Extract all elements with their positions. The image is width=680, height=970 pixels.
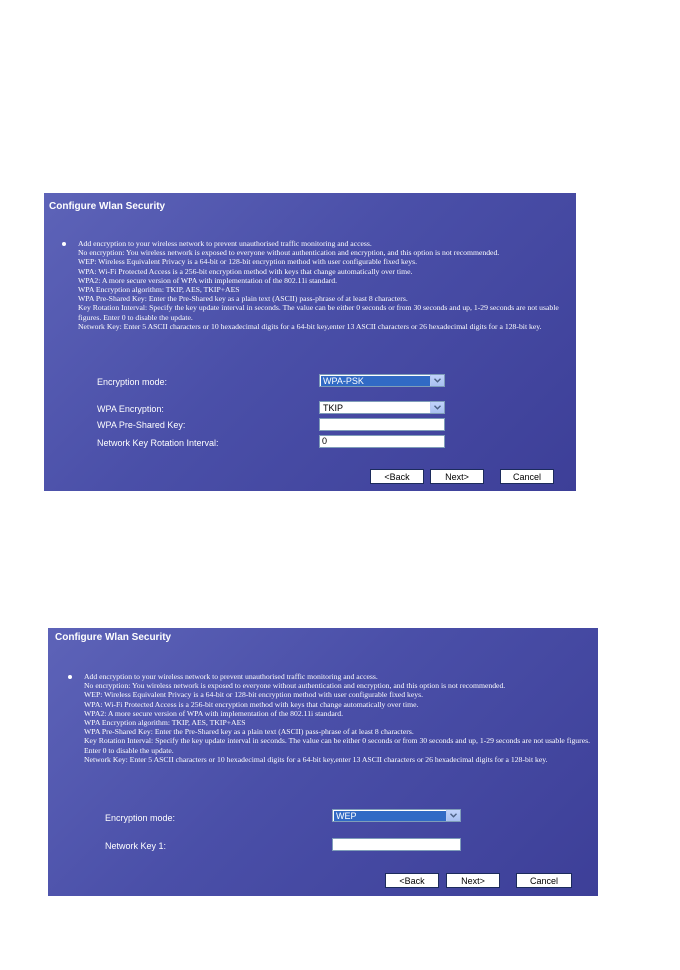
description-line: WEP: Wireless Equivalent Privacy is a 64-bit or 128-bit encryption method with user configurable fixed keys. [84,690,423,700]
description-line: WPA2: A more secure version of WPA with implementation of the 802.11i standard. [84,708,344,718]
description-line: WPA: Wi-Fi Protected Access is a 256-bit encryption method with keys that change automatically over time. [84,699,419,709]
description-line: Network Key: Enter 5 ASCII characters or 10 hexadecimal digits for a 64-bit key,enter 13 ASCII characters or 26 hexadecimal digits for a 128-bit key. [84,754,548,764]
rotation-interval-label: Network Key Rotation Interval: [97,438,219,448]
description-line: WPA Pre-Shared Key: Enter the Pre-Shared key as a plain text (ASCII) pass-phrase of at least 8 characters. [78,294,408,304]
encryption-mode-value: WPA-PSK [321,376,430,386]
description-line: Key Rotation Interval: Specify the key update interval in seconds. The value can be either 0 seconds or from 30 seconds and up, 1-29 seconds are not usable figures. Enter 0 to disable the update. [84,736,591,755]
wpa-encryption-label: WPA Encryption: [97,404,164,414]
description-line: No encryption: You wireless network is exposed to everyone without authentication and encryption, and this option is not recommended. [84,681,506,691]
description-line: Key Rotation Interval: Specify the key update interval in seconds. The value can be either 0 seconds or from 30 seconds and up, 1-29 seconds are not usable figures. Enter 0 to disable the update. [78,303,559,322]
description-line: WPA Encryption algorithm: TKIP, AES, TKIP+AES [84,718,246,728]
bullet-icon [68,675,72,679]
psk-label: WPA Pre-Shared Key: [97,420,186,430]
wpa-encryption-select[interactable] [319,401,445,414]
description-line: WPA Encryption algorithm: TKIP, AES, TKIP+AES [78,285,240,295]
dialog-title: Configure Wlan Security [55,632,172,643]
encryption-mode-select[interactable] [319,374,445,387]
psk-input[interactable] [319,418,445,431]
back-button[interactable]: <Back [370,469,424,484]
description-line: Network Key: Enter 5 ASCII characters or 10 hexadecimal digits for a 64-bit key,enter 13 ASCII characters or 26 hexadecimal digits for a 128-bit key. [78,321,542,331]
description-line: Add encryption to your wireless network to prevent unauthorised traffic monitoring and access. [78,239,372,248]
chevron-down-icon[interactable] [446,810,460,821]
wlan-security-dialog-wpa [44,193,576,491]
dialog-title: Configure Wlan Security [49,201,166,212]
security-description [68,672,594,764]
encryption-mode-label: Encryption mode: [97,377,168,387]
description-line: WPA2: A more secure version of WPA with implementation of the 802.11i standard. [78,275,338,285]
network-key-label: Network Key 1: [105,841,167,851]
description-line: No encryption: You wireless network is exposed to everyone without authentication and encryption, and this option is not recommended. [78,248,500,258]
next-button[interactable]: Next> [446,873,500,888]
wpa-encryption-value: TKIP [323,403,344,413]
encryption-mode-value: WEP [334,811,446,821]
wlan-security-dialog-wep [48,628,598,896]
description-line: WEP: Wireless Equivalent Privacy is a 64-bit or 128-bit encryption method with user configurable fixed keys. [78,257,417,267]
encryption-mode-select[interactable] [332,809,461,822]
cancel-button[interactable]: Cancel [500,469,554,484]
encryption-mode-label: Encryption mode: [105,813,176,823]
chevron-down-icon[interactable] [430,375,444,386]
rotation-interval-input[interactable]: 0 [319,435,445,448]
back-button[interactable]: <Back [385,873,439,888]
bullet-icon [62,242,66,246]
chevron-down-icon[interactable] [430,402,444,413]
description-line: WPA: Wi-Fi Protected Access is a 256-bit encryption method with keys that change automatically over time. [78,266,413,276]
description-line: WPA Pre-Shared Key: Enter the Pre-Shared key as a plain text (ASCII) pass-phrase of at least 8 characters. [84,727,414,737]
network-key-input[interactable] [332,838,461,851]
cancel-button[interactable]: Cancel [516,873,572,888]
next-button[interactable]: Next> [430,469,484,484]
security-description [62,239,574,331]
description-line: Add encryption to your wireless network to prevent unauthorised traffic monitoring and access. [84,672,378,681]
